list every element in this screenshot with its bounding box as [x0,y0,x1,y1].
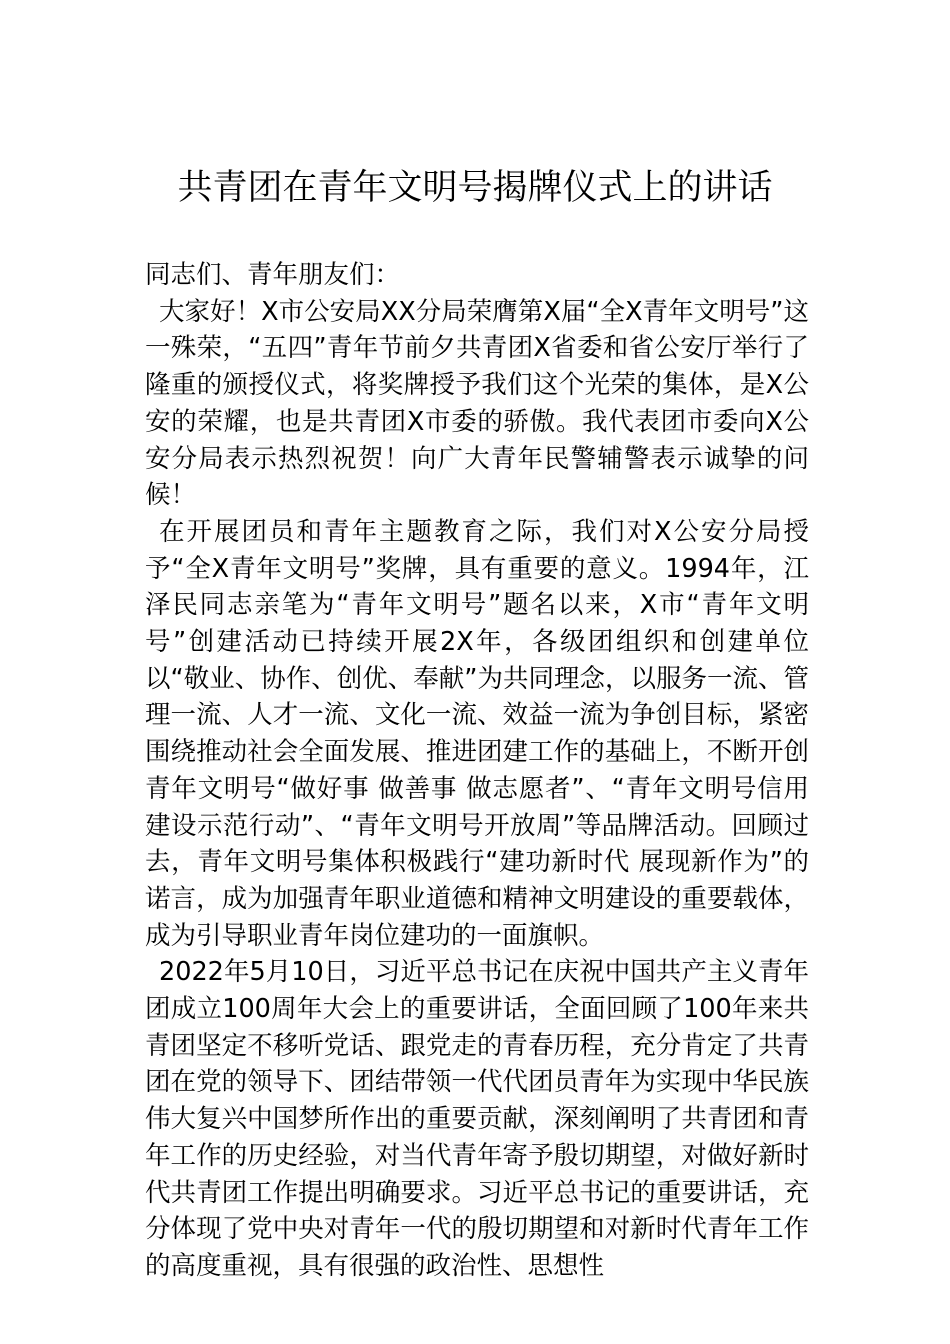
document-title: 共青团在青年文明号揭牌仪式上的讲话 [177,168,773,208]
paragraph-significance: 在开展团员和青年主题教育之际，我们对X公安分局授予“全X青年文明号”奖牌，具有重要的意义。1994年，江泽民同志亲笔为“青年文明号”题名以来，X市“青年文明号”创建活动已持续开展2X年，各级团组织和创建单位以“敬业、协作、创优、奉献”为共同理念，以服务一流、管理一流、人才一流、文化一流、效益一流为争创目标，紧密围绕推动社会全面发展、推进团建工作的基础上，不断开创青年文明号“做好事 做善事 做志愿者”、“青年文明号信用建设示范行动”、“青年文明号开放周”等品牌活动。回顾过去，青年文明号集体积极践行“建功新时代 展现新作为”的诺言，成为加强青年职业道德和精神文明建设的重要载体，成为引导职业青年岗位建功的一面旗帜。 [145,516,809,951]
paragraph-speech: 2022年5月10日，习近平总书记在庆祝中国共产主义青年团成立100周年大会上的重要讲话，全面回顾了100年来共青团坚定不移听党话、跟党走的青春历程，充分肯定了共青团在党的领导下、团结带领一代代团员青年为实现中华民族伟大复兴中国梦所作出的重要贡献，深刻阐明了共青团和青年工作的历史经验，对当代青年寄予殷切期望，对做好新时代共青团工作提出明确要求。习近平总书记的重要讲话，充分体现了党中央对青年一代的殷切期望和对新时代青年工作的高度重视，具有很强的政治性、思想性 [145,957,809,1281]
paragraph-greeting: 大家好！X市公安局XX分局荣膺第X届“全X青年文明号”这一殊荣，“五四”青年节前夕共青团X省委和省公安厅举行了隆重的颁授仪式，将奖牌授予我们这个光荣的集体，是X公安的荣耀，也是共青团X市委的骄傲。我代表团市委向X公安分局表示热烈祝贺！向广大青年民警辅警表示诚挚的问候！ [145,296,809,511]
salutation: 同志们、青年朋友们： [145,260,401,290]
document-body [145,257,809,1285]
